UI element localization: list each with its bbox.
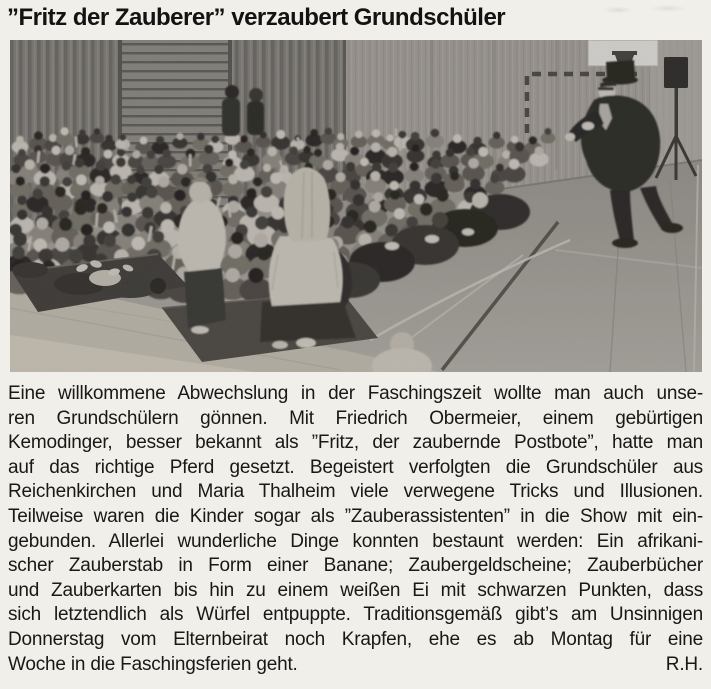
body-line: Donnerstag vom Elternbeirat noch Krapfen, ehe es ab Montag für eine	[8, 628, 703, 650]
article-headline: ”Fritz der Zauberer” verzaubert Grundschüler	[7, 4, 506, 31]
article-last-line: Woche in die Faschingsferien geht.	[8, 653, 298, 675]
body-line: auf das richtige Pferd gesetzt. Begeistert verfolgten die Grundschüler aus	[8, 456, 703, 478]
photo-grain	[10, 40, 702, 372]
body-line: ren Grundschülern gönnen. Mit Friedrich Obermeier, einem gebürtigen	[8, 407, 703, 429]
body-line: Kemodinger, besser bekannt als ”Fritz, der zaubernde Postbote”, hatte man	[8, 432, 703, 454]
author-initials: R.H.	[665, 653, 703, 675]
body-line: und Zauberkarten bis hin zu einem weißen Ei mit schwarzen Punkten, dass	[8, 579, 703, 601]
body-line: sich letztendlich als Würfel entpuppte. Traditionsgemäß gibt’s am Unsinnigen	[8, 604, 703, 626]
body-line: Reichenkirchen und Maria Thalheim viele verwegene Tricks und Illusionen.	[8, 481, 703, 503]
article-body	[8, 382, 703, 677]
body-line: gebunden. Allerlei wunderliche Dinge konnten bestaunt werden: Ein afrikani-	[8, 530, 703, 552]
scan-smudge	[598, 2, 698, 18]
article-photo	[10, 40, 702, 372]
body-lines	[8, 382, 703, 653]
body-line: Teilweise waren die Kinder sogar als ”Zauberassistenten” in die Show mit ein-	[8, 505, 703, 527]
body-line: scher Zauberstab in Form einer Banane; Zaubergeldscheine; Zauberbücher	[8, 555, 703, 577]
body-line: Eine willkommene Abwechslung in der Faschingszeit wollte man auch unse-	[8, 383, 703, 404]
